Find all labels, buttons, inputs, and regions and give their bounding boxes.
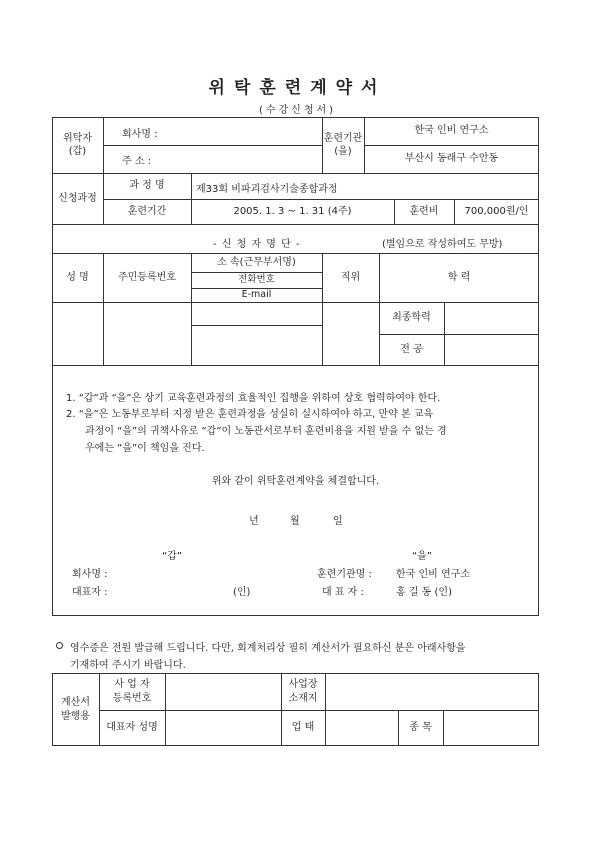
- training-org-party-text: (을): [334, 146, 352, 157]
- training-period-value: 2005. 1. 3 ~ 1. 31 (4주): [233, 205, 352, 217]
- course-section-label: 신청과정: [58, 192, 97, 204]
- party-b-label: “을”: [412, 551, 433, 562]
- signature-org-label: 훈련기관명 :: [317, 569, 372, 580]
- signature-rep-b-value: 홍 길 동 (인): [396, 587, 452, 598]
- training-org-label: [322, 117, 364, 173]
- invoice-label-line-1: 계산서: [61, 697, 90, 708]
- col-email: E-mail: [241, 288, 272, 300]
- document-subtitle: (수강신청서): [258, 105, 337, 116]
- training-fee-value: 700,000원/인: [464, 205, 529, 217]
- business-reg-no-line-1: 사 업 자: [114, 679, 150, 690]
- training-fee-label: 훈련비: [409, 205, 439, 217]
- course-name-value: 제33회 비파괴검사기술종합과정: [196, 184, 338, 195]
- receipt-note-line-2: 기재하여 주시기 바랍니다.: [70, 660, 186, 671]
- date-day: 일: [333, 516, 343, 527]
- col-name: 성 명: [66, 271, 89, 283]
- date-month: 월: [290, 516, 300, 527]
- roster-title: - 신 청 자 명 단 -: [213, 239, 301, 250]
- signature-representative-label: 대표자 :: [72, 587, 108, 598]
- receipt-note-line-1: 영수증은 전원 발급해 드립니다. 다만, 회계처리상 필히 계산서가 필요하신 분은 아래사항을: [70, 643, 466, 654]
- org-name: 한국 인비 연구소: [414, 125, 489, 137]
- business-reg-no-line-2: 등록번호: [112, 692, 152, 704]
- final-education-label: 최종학력: [392, 312, 431, 324]
- signature-company-label: 회사명 :: [72, 569, 108, 580]
- col-resident-id: 주민등록번호: [118, 271, 176, 283]
- conclusion-text: 위와 같이 위탁훈련계약을 체결합니다.: [211, 476, 380, 488]
- business-item-label: 종 목: [409, 722, 432, 734]
- course-name-label: 과 정 명: [129, 180, 165, 192]
- trustee-party-text: (갑): [68, 146, 87, 157]
- clause-2-line-1: 2. “을”은 노동부로부터 지정 받은 훈련과정을 성실히 실시하여야 하고, 만약 본 교육: [66, 409, 434, 420]
- training-org-label-text: 훈련기관: [323, 132, 363, 144]
- party-a-label: “갑”: [162, 551, 183, 562]
- signature-org-value: 한국 인비 연구소: [396, 569, 470, 580]
- org-address: 부산시 동래구 수안동: [404, 153, 499, 165]
- bullet-circle-icon: [56, 642, 63, 649]
- major-label: 전 공: [400, 343, 423, 355]
- col-position: 직위: [340, 271, 361, 283]
- date-year: 년: [249, 516, 259, 527]
- company-name-label: 회사명 :: [122, 129, 158, 140]
- clause-1: 1. “갑”과 “을”은 상기 교육훈련과정의 효율적인 집행을 위하여 상호 협력하여야 한다.: [66, 393, 441, 404]
- col-department: 소 속(근무부서명): [217, 256, 296, 268]
- business-reg-no-label: [99, 673, 165, 710]
- roster-note: (별임으로 작성하여도 무방): [382, 239, 503, 250]
- seal-a: (인): [233, 587, 251, 598]
- representative-name-label: 대표자 성명: [106, 722, 158, 734]
- business-address-line-1: 사업장: [288, 679, 318, 690]
- col-education: 학 력: [447, 271, 471, 283]
- invoice-label-line-2: 발행용: [61, 710, 90, 722]
- business-address-label: [281, 673, 325, 710]
- business-type-label: 업 태: [291, 722, 315, 734]
- clause-2-line-2: 과정이 “을”의 귀책사유로 “갑”이 노동관서로부터 훈련비용을 지원 받을 수 없는 경: [85, 426, 447, 437]
- training-period-label: 훈련기간: [127, 205, 167, 217]
- col-phone: 전화번호: [238, 273, 275, 285]
- business-address-line-2: 소재지: [288, 692, 318, 704]
- document-title: 위탁훈련계약서: [208, 78, 387, 98]
- address-label: 주 소 :: [122, 156, 152, 167]
- trustee-label: [52, 117, 103, 173]
- trustee-label-text: 위탁자: [63, 132, 92, 144]
- signature-rep-b-label: 대 표 자 :: [322, 587, 364, 598]
- clause-2-line-3: 우에는 “을”이 책임을 진다.: [85, 443, 205, 454]
- invoice-label: [52, 673, 99, 746]
